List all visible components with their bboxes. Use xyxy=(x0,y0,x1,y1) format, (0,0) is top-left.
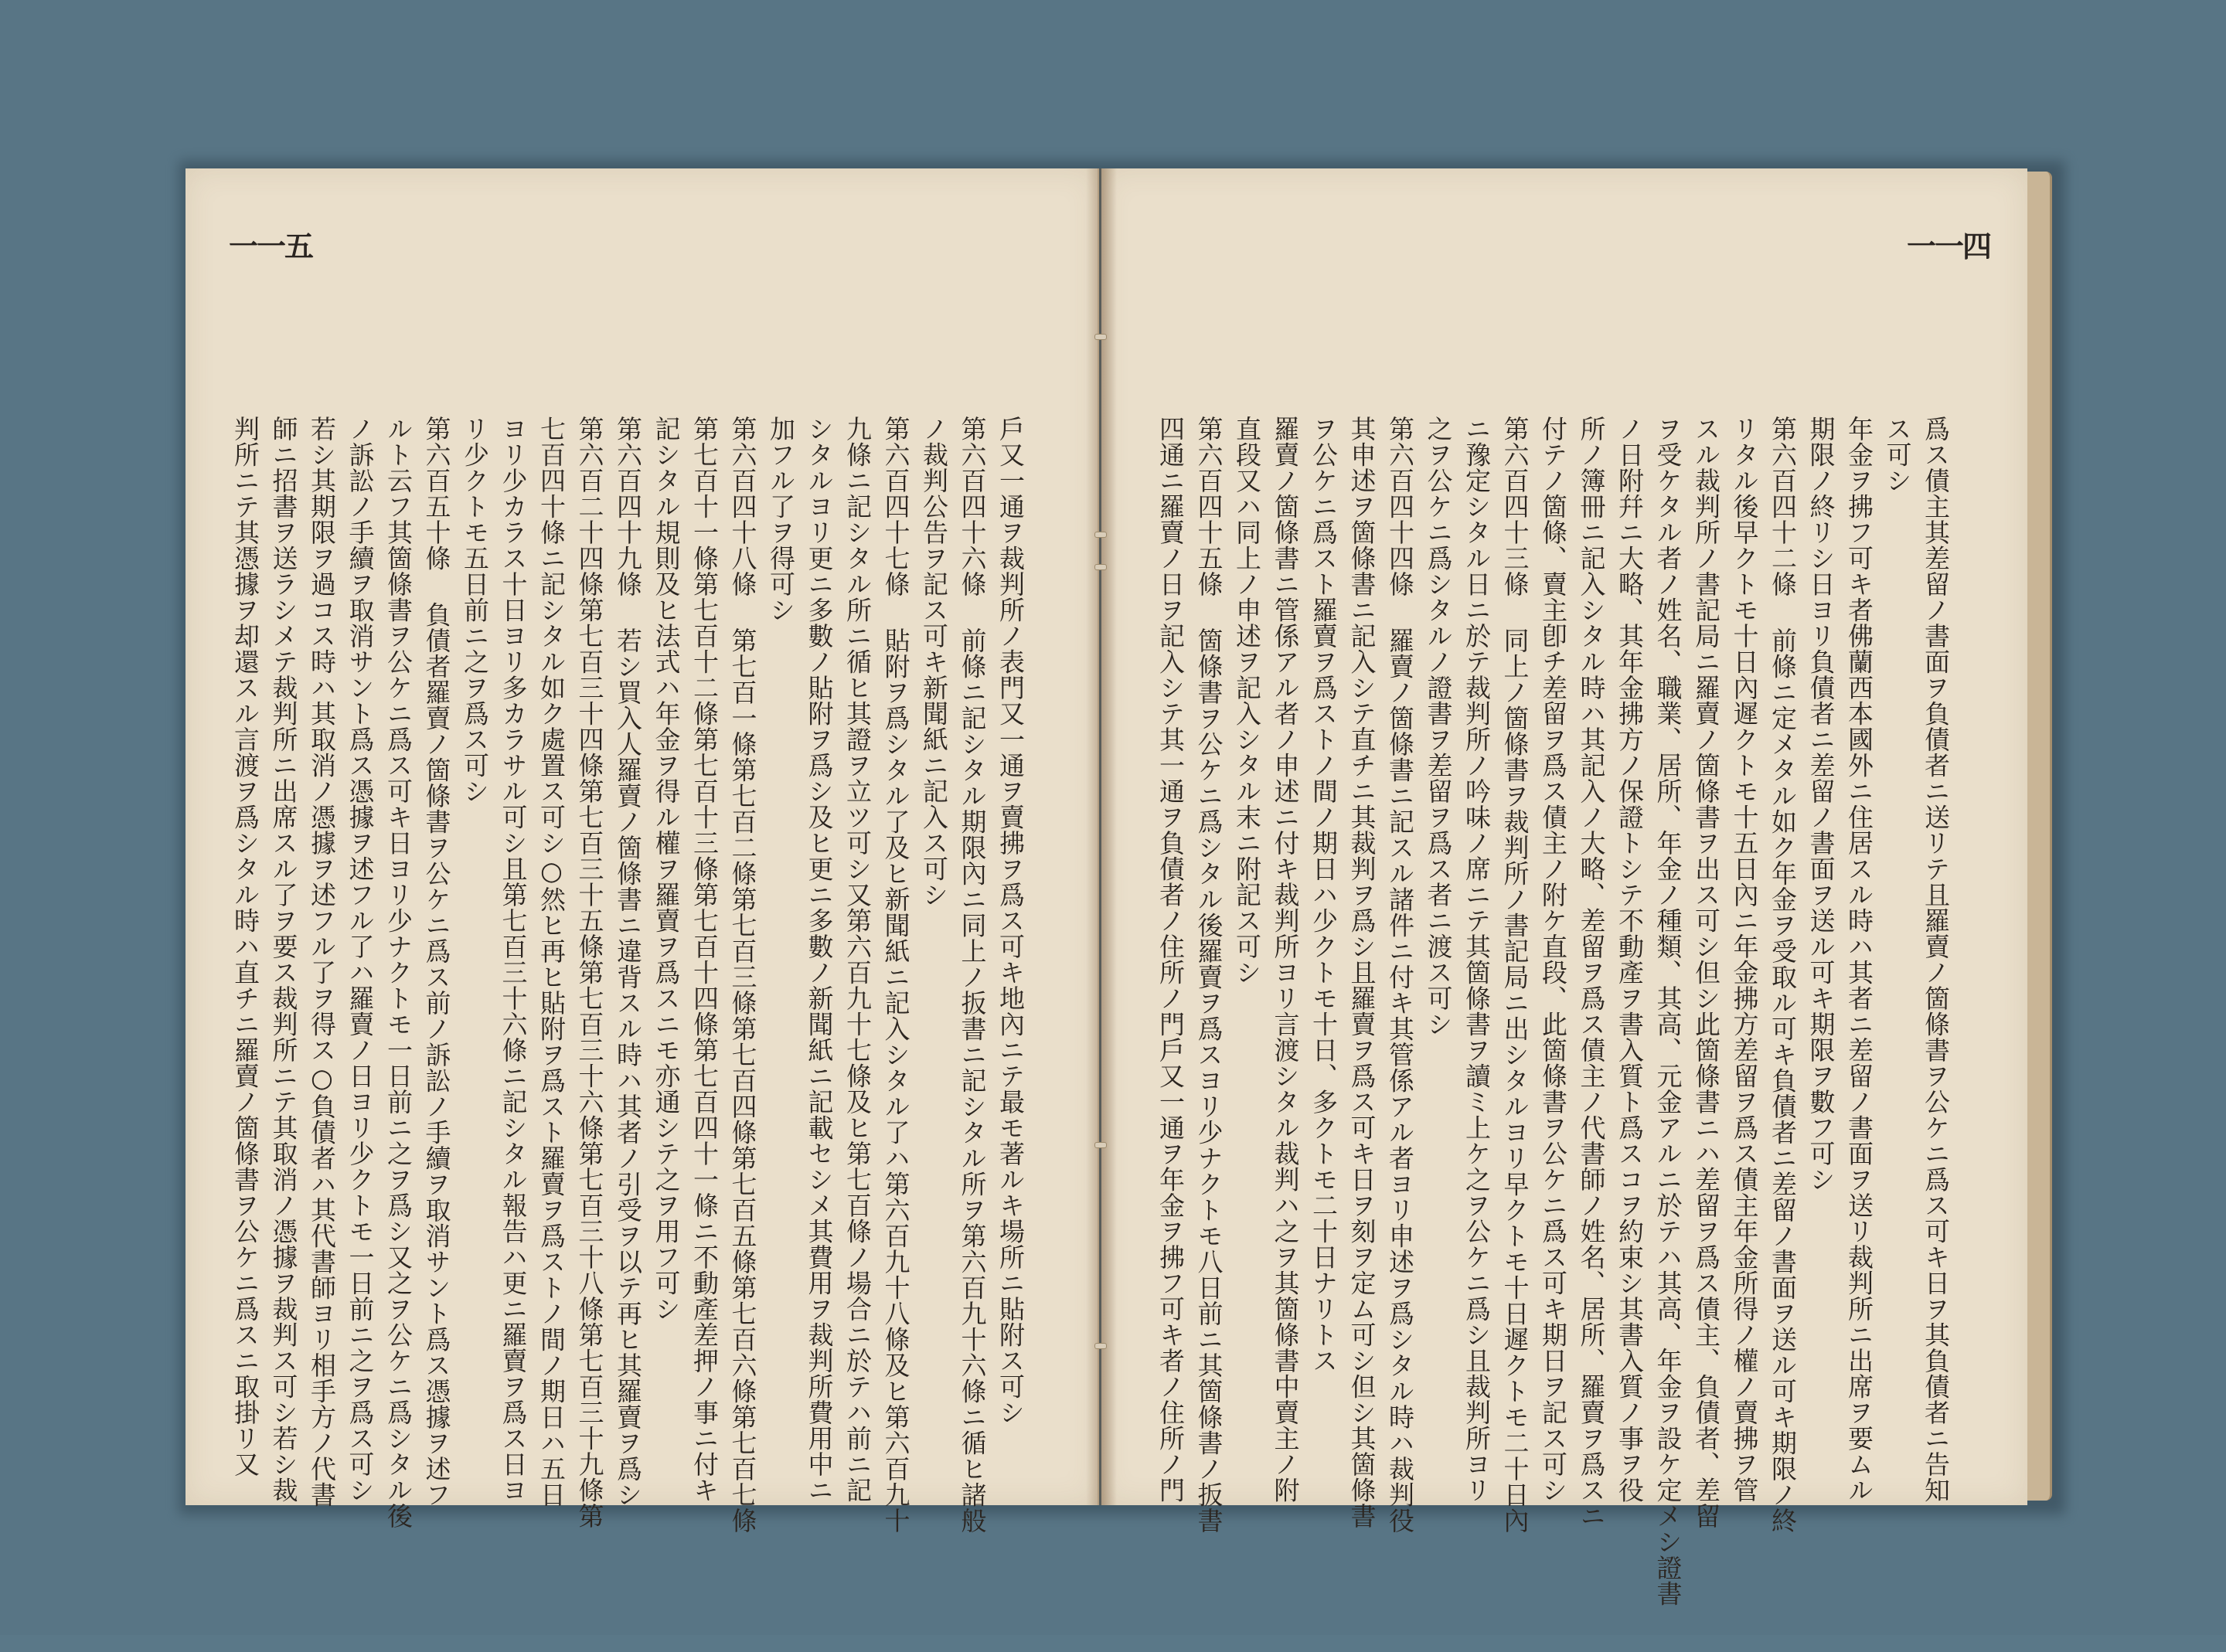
text-column: 年金ヲ拂フ可キ者佛蘭西本國外ニ住居スル時ハ其者ニ差留ノ書面ヲ送リ裁判所ニ出席ヲ要ムル xyxy=(1844,416,1874,1503)
text-column: 第六百四十四條 羅賣ノ箇條書ニ記スル諸件ニ付キ其管係アル者ヨリ申述ヲ爲シタル時ハ裁判役 xyxy=(1385,416,1415,1534)
text-column: ニ豫定シタル日ニ於テ裁判所ノ吟味ノ席ニテ其箇條書ヲ讀ミ上ケ之ヲ公ケニ爲シ且裁判所ヨリ xyxy=(1462,416,1492,1503)
text-column: ス可シ xyxy=(1882,416,1913,494)
text-column: ヨリ少カラス十日ヨリ多カラサル可シ且第七百三十六條ニ記シタル報告ハ更ニ羅賣ヲ爲ス日ヨ xyxy=(498,416,529,1503)
page-number-right: 一一四 xyxy=(1907,229,1991,263)
binding-stitch xyxy=(1094,532,1107,538)
text-column: 期限ノ終リシ日ヨリ負債者ニ差留ノ書面ヲ送ル可キ期限ヲ數フ可シ xyxy=(1806,416,1836,1192)
text-column: 九條ニ記シタル所ニ循ヒ其證ヲ立ツ可シ又第六百九十七條及ヒ第七百條ノ場合ニ於テハ前ニ記 xyxy=(842,416,873,1503)
text-column: 判所ニテ其憑據ヲ却還スル言渡ヲ爲シタル時ハ直チニ羅賣ノ箇條書ヲ公ケニ爲スニ取掛リ又 xyxy=(230,416,260,1477)
text-column: ルト云フ其箇條書ヲ公ケニ爲ス可キ日ヨリ少ナクトモ一日前ニ之ヲ爲シ又之ヲ公ケニ爲シタル後 xyxy=(383,416,414,1529)
text-column: 若シ其期限ヲ過コス時ハ其取消ノ憑據ヲ述フル了ヲ得ス○負債者ハ其代書師ヨリ相手方ノ代書 xyxy=(307,416,337,1508)
left-page xyxy=(186,168,1099,1534)
text-column: 第六百四十九條 若シ買入人羅賣ノ箇條書ニ違背スル時ハ其者ノ引受ヲ以テ再ヒ其羅賣ヲ爲シ xyxy=(613,416,643,1508)
page-number-left: 一一五 xyxy=(229,229,313,263)
binding-stitch xyxy=(1094,334,1107,340)
text-column: ノ裁判公告ヲ記ス可キ新聞紙ニ記入ス可シ xyxy=(919,416,949,908)
text-column: 之ヲ公ケニ爲シタルノ證書ヲ差留ヲ爲ス者ニ渡ス可シ xyxy=(1423,416,1454,1037)
text-column: 直段又ハ同上ノ申述ヲ記入シタル末ニ附記ス可シ xyxy=(1232,416,1262,985)
text-column: シタルヨリ更ニ多數ノ貼附ヲ爲シ及ヒ更ニ多數ノ新聞紙ニ記載セシメ其費用ヲ裁判所費用中ニ xyxy=(804,416,835,1503)
text-column: ヲ公ケニ爲スト羅賣ヲ爲ストノ間ノ期日ハ少クトモ十日、多クトモ二十日ナリトス xyxy=(1309,416,1339,1374)
text-column: 爲ス債主其差留ノ書面ヲ負債者ニ送リテ且羅賣ノ箇條書ヲ公ケニ爲ス可キ日ヲ其負債者ニ告知 xyxy=(1921,416,1951,1503)
text-column: 第六百四十五條 箇條書ヲ公ケニ爲シタル後羅賣ヲ爲スヨリ少ナクトモ八日前ニ其箇條書ノ扳書 xyxy=(1193,416,1224,1534)
text-column: 第六百二十四條第七百三十四條第七百三十五條第七百三十六條第七百三十八條第七百三十九條第 xyxy=(574,416,605,1529)
text-column: 第六百四十二條 前條ニ定メタル如ク年金ヲ受取ル可キ負債者ニ差留ノ書面ヲ送ル可キ期限ノ終 xyxy=(1768,416,1798,1534)
text-column: 第六百五十條 負債者羅賣ノ箇條書ヲ公ケニ爲ス前ノ訴訟ノ手續ヲ取消サント爲ス憑據ヲ述フ xyxy=(421,416,452,1508)
text-column: 第六百四十八條 第七百一條第七百二條第七百三條第七百四條第七百五條第七百六條第七百七條 xyxy=(727,416,758,1534)
binding-stitch xyxy=(1094,1142,1107,1148)
text-column: 所ノ簿冊ニ記入シタル時ハ其記入ノ大略、差留ヲ爲ス債主ノ代書師ノ姓名、居所、羅賣ヲ爲スニ xyxy=(1576,416,1607,1529)
text-column: 付テノ箇條、賣主卽チ差留ヲ爲ス債主ノ附ケ直段、此箇條書ヲ公ケニ爲ス可キ期日ヲ記ス可シ xyxy=(1538,416,1568,1503)
text-column: 第六百四十三條 同上ノ箇條書ヲ裁判所ノ書記局ニ出シタルヨリ早クトモ十日遲クトモ二十日內 xyxy=(1499,416,1530,1534)
text-column: 第六百四十七條 貼附ヲ爲シタル了及ヒ新聞紙ニ記入シタル了ハ第六百九十八條及ヒ第六百九十 xyxy=(880,416,911,1534)
book-back-edge xyxy=(2025,172,2052,1501)
text-column: 第七百十一條第七百十二條第七百十三條第七百十四條第七百四十一條ニ不動產差押ノ事ニ付キ xyxy=(689,416,720,1503)
text-column: 戶又一通ヲ裁判所ノ表門又一通ヲ賣拂ヲ爲ス可キ地內ニテ最モ著ルキ場所ニ貼附ス可シ xyxy=(996,416,1026,1426)
binding-stitch xyxy=(1094,1343,1107,1349)
text-column: 加フル了ヲ得可シ xyxy=(766,416,796,623)
text-column: リ少クトモ五日前ニ之ヲ爲ス可シ xyxy=(460,416,490,804)
right-page xyxy=(1101,168,2027,1606)
text-column: 第六百四十六條 前條ニ記シタル期限內ニ同上ノ扳書ニ記シタル所ヲ第六百九十六條ニ循ヒ諸般 xyxy=(957,416,988,1534)
text-column: ヲ受ケタル者ノ姓名、職業、居所、年金ノ種類、其高、元金アルニ於テハ其高、年金ヲ設ケ定メシ證書 xyxy=(1652,416,1683,1606)
text-column: ノ訴訟ノ手續ヲ取消サント爲ス憑據ヲ述フル了ハ羅賣ノ日ヨリ少クトモ一日前ニ之ヲ爲ス可シ xyxy=(345,416,376,1503)
text-column: スル裁判所ノ書記局ニ羅賣ノ箇條書ヲ出ス可シ但シ此箇條書ニハ差留ヲ爲ス債主、負債者、差留 xyxy=(1691,416,1721,1529)
text-column: 四通ニ羅賣ノ日ヲ記入シテ其一通ヲ負債者ノ住所ノ門戶又一通ヲ年金ヲ拂フ可キ者ノ住所ノ門 xyxy=(1156,416,1186,1503)
text-column: 記シタル規則及ヒ法式ハ年金ヲ得ル權ヲ羅賣ヲ爲スニモ亦通シテ之ヲ用フ可シ xyxy=(651,416,682,1322)
text-column: 羅賣ノ箇條書ニ管係アル者ノ申述ニ付キ裁判所ヨリ言渡シタル裁判ハ之ヲ其箇條書中賣主ノ附 xyxy=(1270,416,1301,1503)
text-column: ノ日附幷ニ大略、其年金拂方ノ保證トシテ不動產ヲ書入質ト爲スコヲ約束シ其書入質ノ事ヲ役 xyxy=(1615,416,1645,1503)
binding-stitch xyxy=(1094,564,1107,570)
book-gutter xyxy=(1086,168,1117,1505)
text-column: 其申述ヲ箇條書ニ記入シテ直チニ其裁判ヲ爲シ且羅賣ヲ爲ス可キ日ヲ刻ヲ定ム可シ但シ其箇條書 xyxy=(1346,416,1377,1529)
text-column: リタル後早クトモ十日內遲クトモ十五日內ニ年金拂方差留ヲ爲ス債主年金所得ノ權ノ賣拂ヲ管 xyxy=(1729,416,1760,1503)
text-column: 師ニ招書ヲ送ラシメテ裁判所ニ出席スル了ヲ要ス裁判所ニテ其取消ノ憑據ヲ裁判ス可シ若シ裁 xyxy=(268,416,299,1503)
text-column: 七百四十條ニ記シタル如ク處置ス可シ○然ヒ再ヒ貼附ヲ爲スト羅賣ヲ爲ストノ間ノ期日ハ五日 xyxy=(536,416,567,1508)
